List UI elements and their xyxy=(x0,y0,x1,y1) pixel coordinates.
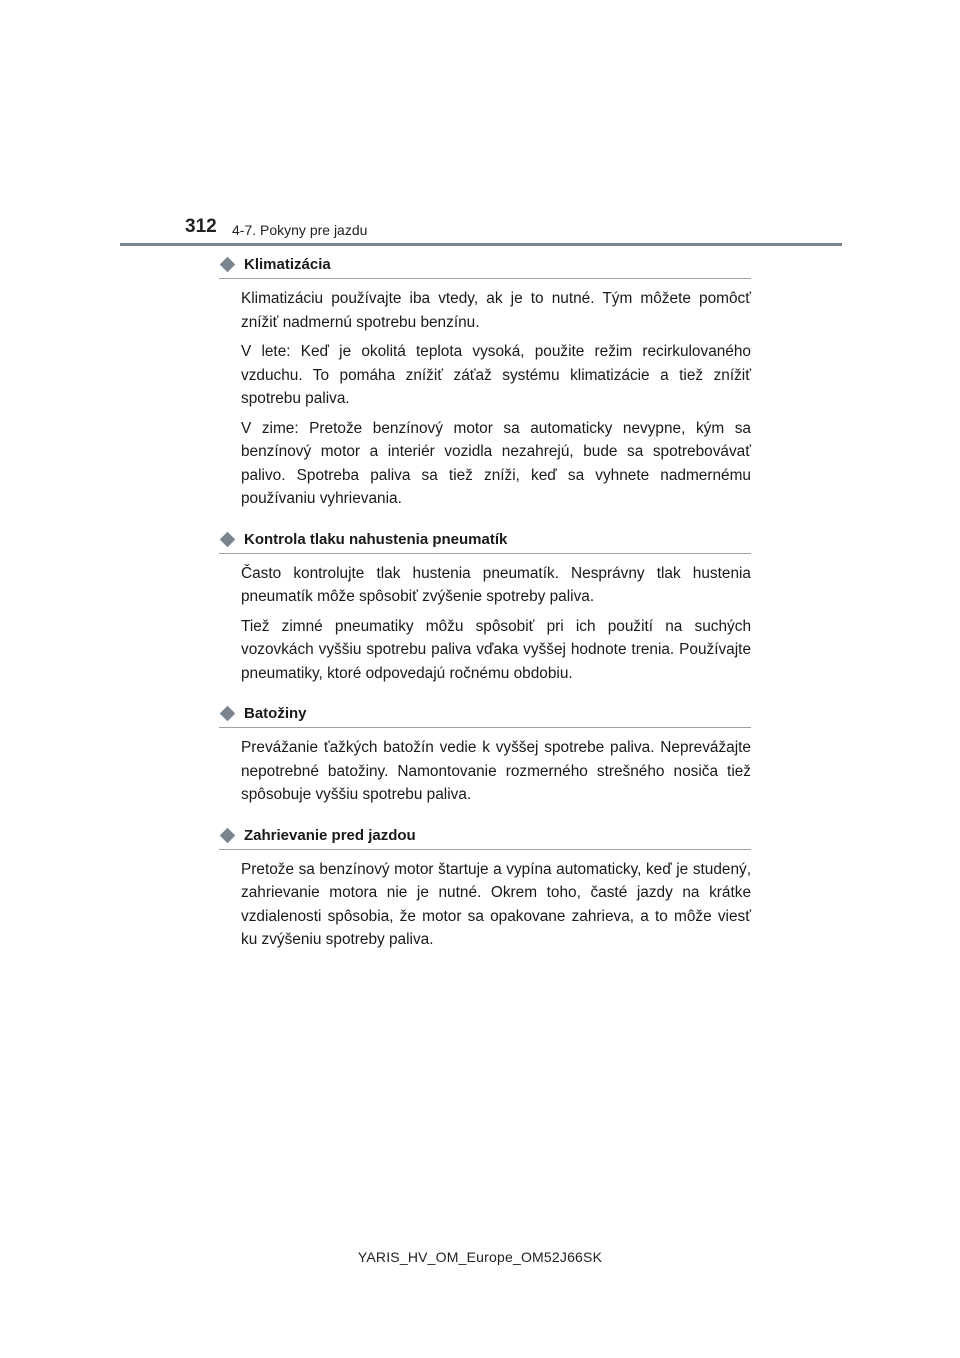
section-luggage xyxy=(219,703,751,807)
section-title: Klimatizácia xyxy=(244,256,331,273)
header-rule xyxy=(120,243,842,246)
section-title: Kontrola tlaku nahustenia pneumatík xyxy=(244,530,508,548)
section-heading xyxy=(219,254,751,279)
diamond-bullet-icon xyxy=(220,531,236,547)
section-tire-pressure xyxy=(219,529,751,686)
section-heading xyxy=(219,529,751,554)
paragraph: V lete: Keď je okolitá teplota vysoká, použite režim recirkulovaného vzduchu. To pomáha znížiť záťaž systému klimatizácie a tiež znížiť spotrebu paliva. xyxy=(241,343,751,407)
paragraph: Často kontrolujte tlak hustenia pneumatík. Nesprávny tlak hustenia pneumatík môže spôsobiť zvýšenie spotreby paliva. xyxy=(241,564,751,605)
paragraph: Tiež zimné pneumatiky môžu spôsobiť pri ich použití na suchých vozovkách vyššiu spotrebu paliva vďaka vyššej hodnote trenia. Používajte pneumatiky, ktoré odpovedajú ročnému obdobiu. xyxy=(241,617,751,682)
page-content xyxy=(219,254,751,958)
page-number: 312 xyxy=(185,216,217,237)
section-warm-up xyxy=(219,825,751,952)
section-title: Zahrievanie pred jazdou xyxy=(244,826,416,844)
paragraph: Pretože sa benzínový motor štartuje a vypína automaticky, keď je studený, zahrievanie motora nie je nutné. Okrem toho, časté jazdy na krátke vzdialenosti spôsobia, že motor sa opakovane zahrieva, a to môže viesť ku zvýšeniu spotreby paliva. xyxy=(241,860,751,948)
diamond-bullet-icon xyxy=(220,706,236,722)
paragraph: Prevážanie ťažkých batožín vedie k vyššej spotrebe paliva. Neprevážajte nepotrebné batožiny. Namontovanie rozmerného strešného nosiča tiež spôsobuje vyššiu spotrebu paliva. xyxy=(241,739,751,803)
diamond-bullet-icon xyxy=(220,827,236,843)
section-heading xyxy=(219,703,751,728)
chapter-title: 4-7. Pokyny pre jazdu xyxy=(232,222,368,238)
paragraph: Klimatizáciu používajte iba vtedy, ak je to nutné. Tým môžete pomôcť znížiť nadmernú spotrebu benzínu. xyxy=(241,290,751,331)
section-heading xyxy=(219,825,751,850)
footer-document-code: YARIS_HV_OM_Europe_OM52J66SK xyxy=(357,1249,603,1265)
paragraph: V zime: Pretože benzínový motor sa automaticky nevypne, kým sa benzínový motor a interiér vozidla nezahrejú, bude sa spotrebovávať palivo. Spotreba paliva sa tiež zníži, keď sa vyhnete nadmernému používaniu vyhrievania. xyxy=(241,419,751,507)
diamond-bullet-icon xyxy=(220,257,236,273)
section-title: Batožiny xyxy=(244,705,307,722)
section-air-conditioning xyxy=(219,254,751,511)
